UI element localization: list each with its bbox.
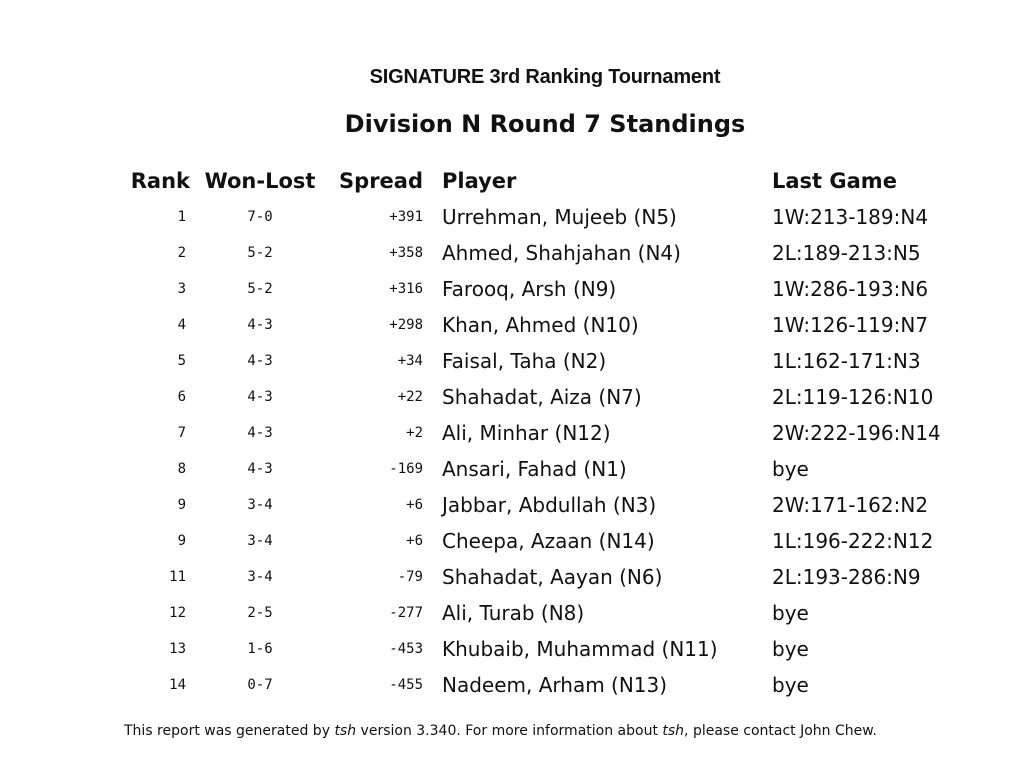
player-cell: Jabbar, Abdullah (N3) <box>442 493 657 517</box>
table-row <box>120 451 992 487</box>
rank-cell: 6 <box>177 389 186 405</box>
standings-table <box>120 163 992 703</box>
player-cell: Ansari, Fahad (N1) <box>442 457 627 481</box>
spread-cell: +6 <box>406 497 423 513</box>
player-cell: Shahadat, Aiza (N7) <box>442 385 642 409</box>
header-last-game: Last Game <box>772 169 897 193</box>
table-header-row <box>120 163 992 199</box>
last-game-cell: 2W:171-162:N2 <box>772 493 929 517</box>
report-title: SIGNATURE 3rd Ranking Tournament <box>369 66 721 88</box>
rank-cell: 4 <box>177 317 186 333</box>
rank-cell: 8 <box>177 461 186 477</box>
table-row <box>120 631 992 667</box>
spread-cell: +34 <box>397 353 423 369</box>
last-game-cell: 1W:286-193:N6 <box>772 277 929 301</box>
rank-cell: 14 <box>169 677 186 693</box>
won-lost-cell: 0-7 <box>247 677 273 693</box>
player-cell: Urrehman, Mujeeb (N5) <box>442 205 677 229</box>
spread-cell: -79 <box>397 569 423 585</box>
report-subtitle: Division N Round 7 Standings <box>344 110 746 138</box>
won-lost-cell: 7-0 <box>247 209 273 225</box>
table-row <box>120 343 992 379</box>
rank-cell: 11 <box>169 569 186 585</box>
spread-cell: +22 <box>397 389 423 405</box>
footer-text-3: , please contact John Chew. <box>684 723 877 739</box>
header-spread: Spread <box>339 169 423 193</box>
rank-cell: 9 <box>177 497 186 513</box>
spread-cell: +298 <box>389 317 423 333</box>
won-lost-cell: 4-3 <box>247 461 273 477</box>
spread-cell: -453 <box>389 641 423 657</box>
footer-text-1: This report was generated by <box>124 723 335 739</box>
spread-cell: +2 <box>406 425 423 441</box>
player-cell: Ali, Turab (N8) <box>442 601 585 625</box>
table-row <box>120 199 992 235</box>
last-game-cell: 2L:119-126:N10 <box>772 385 934 409</box>
player-cell: Farooq, Arsh (N9) <box>442 277 617 301</box>
won-lost-cell: 3-4 <box>247 533 273 549</box>
table-body <box>120 199 992 703</box>
spread-cell: +358 <box>389 245 423 261</box>
player-cell: Khubaib, Muhammad (N11) <box>442 637 718 661</box>
last-game-cell: 2W:222-196:N14 <box>772 421 941 445</box>
last-game-cell: bye <box>772 673 809 697</box>
last-game-cell: 1W:213-189:N4 <box>772 205 929 229</box>
spread-cell: +391 <box>389 209 423 225</box>
won-lost-cell: 4-3 <box>247 317 273 333</box>
footer-tsh-2: tsh <box>662 723 685 739</box>
last-game-cell: 2L:189-213:N5 <box>772 241 921 265</box>
spread-cell: -169 <box>389 461 423 477</box>
won-lost-cell: 4-3 <box>247 353 273 369</box>
table-row <box>120 415 992 451</box>
rank-cell: 7 <box>177 425 186 441</box>
rank-cell: 1 <box>177 209 186 225</box>
last-game-cell: 2L:193-286:N9 <box>772 565 921 589</box>
last-game-cell: bye <box>772 637 809 661</box>
table-row <box>120 235 992 271</box>
footer-tsh-1: tsh <box>334 723 357 739</box>
table-row <box>120 667 992 703</box>
rank-cell: 9 <box>177 533 186 549</box>
player-cell: Khan, Ahmed (N10) <box>442 313 639 337</box>
last-game-cell: 1L:162-171:N3 <box>772 349 921 373</box>
spread-cell: +6 <box>406 533 423 549</box>
header-player: Player <box>442 169 517 193</box>
rank-cell: 2 <box>177 245 186 261</box>
last-game-cell: bye <box>772 601 809 625</box>
header-won-lost: Won-Lost <box>204 169 316 193</box>
rank-cell: 3 <box>177 281 186 297</box>
table-row <box>120 379 992 415</box>
last-game-cell: bye <box>772 457 809 481</box>
won-lost-cell: 4-3 <box>247 425 273 441</box>
table-row <box>120 559 992 595</box>
player-cell: Nadeem, Arham (N13) <box>442 673 668 697</box>
table-row <box>120 595 992 631</box>
player-cell: Ali, Minhar (N12) <box>442 421 611 445</box>
won-lost-cell: 3-4 <box>247 569 273 585</box>
report-footer <box>124 723 877 739</box>
player-cell: Shahadat, Aayan (N6) <box>442 565 663 589</box>
won-lost-cell: 5-2 <box>247 245 273 261</box>
table-row <box>120 487 992 523</box>
footer-text-2: version 3.340. For more information about <box>356 723 663 739</box>
spread-cell: +316 <box>389 281 423 297</box>
table-row <box>120 523 992 559</box>
rank-cell: 12 <box>169 605 186 621</box>
won-lost-cell: 2-5 <box>247 605 273 621</box>
won-lost-cell: 5-2 <box>247 281 273 297</box>
spread-cell: -277 <box>389 605 423 621</box>
table-row <box>120 271 992 307</box>
spread-cell: -455 <box>389 677 423 693</box>
player-cell: Ahmed, Shahjahan (N4) <box>442 241 681 265</box>
won-lost-cell: 3-4 <box>247 497 273 513</box>
header-rank: Rank <box>130 169 190 193</box>
last-game-cell: 1W:126-119:N7 <box>772 313 929 337</box>
player-cell: Faisal, Taha (N2) <box>442 349 607 373</box>
rank-cell: 13 <box>169 641 186 657</box>
last-game-cell: 1L:196-222:N12 <box>772 529 934 553</box>
won-lost-cell: 4-3 <box>247 389 273 405</box>
won-lost-cell: 1-6 <box>247 641 273 657</box>
rank-cell: 5 <box>177 353 186 369</box>
player-cell: Cheepa, Azaan (N14) <box>442 529 655 553</box>
table-row <box>120 307 992 343</box>
